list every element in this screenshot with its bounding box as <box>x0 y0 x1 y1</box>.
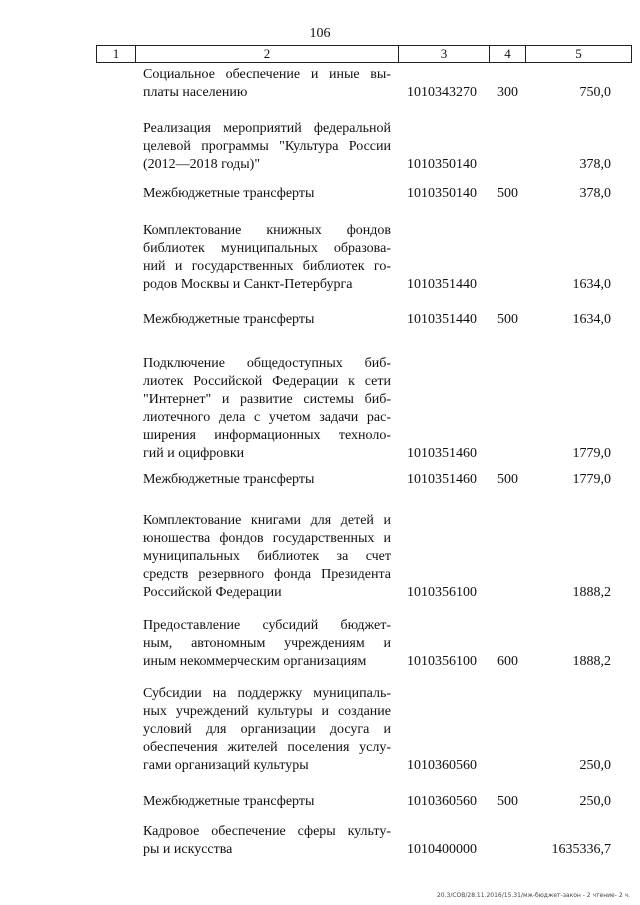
description-line: средств резервного фонда Президента <box>143 567 391 582</box>
row-description <box>143 66 391 102</box>
description-line: Комплектование книжных фондов <box>143 223 391 238</box>
expense-type-code: 300 <box>497 85 518 100</box>
description-line: библиотек муниципальных образова- <box>143 241 391 256</box>
target-article-code: 1010360560 <box>407 758 477 773</box>
description-line: родов Москвы и Санкт-Петербурга <box>143 277 353 292</box>
description-line: Подключение общедоступных биб- <box>143 356 391 371</box>
description-line: Межбюджетные трансферты <box>143 312 315 327</box>
amount-value: 250,0 <box>579 794 611 809</box>
amount-value: 378,0 <box>579 186 611 201</box>
expense-type-code: 500 <box>497 794 518 809</box>
description-line: условий для организации досуга и <box>143 722 391 737</box>
description-line: Межбюджетные трансферты <box>143 794 315 809</box>
description-line: Межбюджетные трансферты <box>143 472 315 487</box>
amount-value: 750,0 <box>579 85 611 100</box>
target-article-code: 1010350140 <box>407 186 477 201</box>
target-article-code: 1010360560 <box>407 794 477 809</box>
amount-value: 1888,2 <box>572 585 611 600</box>
expense-type-code: 500 <box>497 312 518 327</box>
amount-value: 250,0 <box>579 758 611 773</box>
description-line: ний и государственных библиотек го- <box>143 259 391 274</box>
description-line: Субсидии на поддержку муниципаль- <box>143 686 391 701</box>
amount-value: 1635336,7 <box>551 842 611 857</box>
row-description <box>143 512 391 602</box>
column-header-4: 4 <box>490 46 526 63</box>
description-line: Социальное обеспечение и иные вы- <box>143 67 391 82</box>
description-line: обеспечения жителей поселения услу- <box>143 740 391 755</box>
row-description <box>143 222 391 294</box>
footer-note: 20.3/СОВ/28.11.2016/15.31/мж-бюджет-закон - 2 чтение- 2 ч. <box>436 892 630 899</box>
target-article-code: 1010343270 <box>407 85 477 100</box>
amount-value: 1779,0 <box>572 446 611 461</box>
description-line: Российской Федерации <box>143 585 282 600</box>
target-article-code: 1010356100 <box>407 585 477 600</box>
row-description <box>143 685 391 775</box>
target-article-code: 1010356100 <box>407 654 477 669</box>
page-number: 106 <box>309 26 331 41</box>
description-line: Реализация мероприятий федеральной <box>143 121 391 136</box>
column-header-5: 5 <box>526 46 632 63</box>
column-header-1: 1 <box>97 46 136 63</box>
column-header-table <box>96 45 632 63</box>
description-line: юношества фондов государственных и <box>143 531 391 546</box>
description-line: ным, автономным учреждениям и <box>143 636 391 651</box>
description-line: платы населению <box>143 85 248 100</box>
description-line: ширения информационных техноло- <box>143 428 391 443</box>
target-article-code: 1010351440 <box>407 312 477 327</box>
description-line: ных учреждений культуры и создание <box>143 704 391 719</box>
column-header-3: 3 <box>399 46 490 63</box>
column-header-2: 2 <box>136 46 399 63</box>
description-line: иным некоммерческим организациям <box>143 654 367 669</box>
row-description <box>143 355 391 463</box>
row-description <box>143 185 391 203</box>
amount-value: 1779,0 <box>572 472 611 487</box>
row-description <box>143 823 391 859</box>
target-article-code: 1010351460 <box>407 446 477 461</box>
amount-value: 1888,2 <box>572 654 611 669</box>
target-article-code: 1010400000 <box>407 842 477 857</box>
expense-type-code: 600 <box>497 654 518 669</box>
amount-value: 378,0 <box>579 157 611 172</box>
row-description <box>143 471 391 489</box>
description-line: ры и искусства <box>143 842 233 857</box>
row-description <box>143 793 391 811</box>
description-line: гий и оцифровки <box>143 446 245 461</box>
row-description <box>143 311 391 329</box>
row-description <box>143 617 391 671</box>
row-description <box>143 120 391 174</box>
description-line: Комплектование книгами для детей и <box>143 513 391 528</box>
description-line: Предоставление субсидий бюджет- <box>143 618 391 633</box>
target-article-code: 1010350140 <box>407 157 477 172</box>
description-line: лиотек Российской Федерации к сети <box>143 374 391 389</box>
amount-value: 1634,0 <box>572 277 611 292</box>
description-line: (2012—2018 годы)" <box>143 157 261 172</box>
target-article-code: 1010351460 <box>407 472 477 487</box>
description-line: Межбюджетные трансферты <box>143 186 315 201</box>
expense-type-code: 500 <box>497 472 518 487</box>
description-line: гами организаций культуры <box>143 758 309 773</box>
description-line: лиотечного дела с учетом задачи рас- <box>143 410 391 425</box>
expense-type-code: 500 <box>497 186 518 201</box>
description-line: целевой программы "Культура России <box>143 139 391 154</box>
amount-value: 1634,0 <box>572 312 611 327</box>
description-line: "Интернет" и развитие системы биб- <box>143 392 391 407</box>
description-line: Кадровое обеспечение сферы культу- <box>143 824 391 839</box>
target-article-code: 1010351440 <box>407 277 477 292</box>
description-line: муниципальных библиотек за счет <box>143 549 391 564</box>
